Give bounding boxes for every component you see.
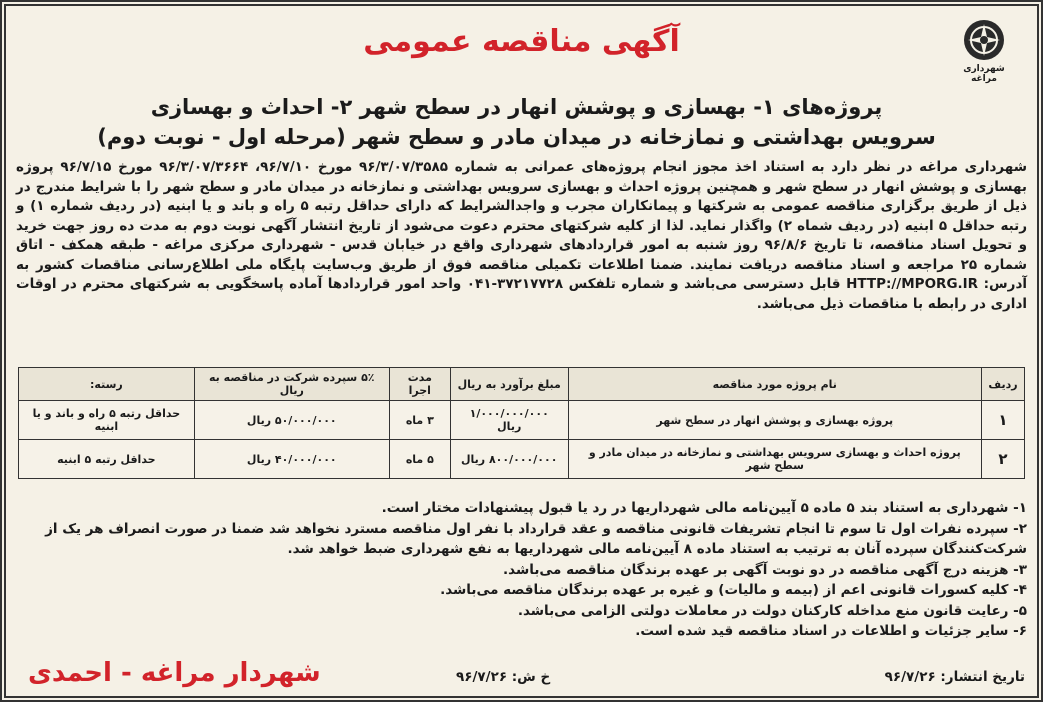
row-estimate: ۸۰۰/۰۰۰/۰۰۰ ریال bbox=[450, 440, 568, 479]
ks-date: خ ش: ۹۶/۷/۲۶ bbox=[456, 669, 551, 685]
projects-table bbox=[18, 367, 1025, 479]
headline bbox=[76, 92, 957, 152]
row-deposit: ۵۰/۰۰۰/۰۰۰ ریال bbox=[194, 401, 389, 440]
table-header-row bbox=[19, 368, 1025, 401]
row-category: حداقل رتبه ۵ ابنیه bbox=[19, 440, 195, 479]
table-row bbox=[19, 440, 1025, 479]
row-project-name: پروژه بهسازی و پوشش انهار در سطح شهر bbox=[568, 401, 981, 440]
header-project-name: نام پروژه مورد مناقصه bbox=[568, 368, 981, 401]
notice-title: آگهی مناقصه عمومی bbox=[363, 24, 680, 59]
header-duration: مدت اجرا bbox=[389, 368, 450, 401]
header-deposit: ۵٪ سپرده شرکت در مناقصه به ریال bbox=[194, 368, 389, 401]
row-project-name: پروژه احداث و بهسازی سرویس بهداشتی و نمازخانه در میدان مادر و سطح شهر bbox=[568, 440, 981, 479]
condition-item: ۵- رعایت قانون منع مداخله کارکنان دولت در معاملات دولتی الزامی می‌باشد. bbox=[517, 602, 1027, 619]
condition-item: ۳- هزینه درج آگهی مناقصه در دو نوبت آگهی بر عهده برندگان مناقصه می‌باشد. bbox=[503, 561, 1027, 578]
body-paragraph: شهرداری مراغه در نظر دارد به استناد اخذ مجوز انجام پروژه‌های عمرانی به شماره ۹۶/۳/۰۷/۳۵۸۵ مورخ ۹۶/۷/۱۰، ۹۶/۳/۰۷/۳۶۶۴ مورخ ۹۶/۷/۱۵ پروژه بهسازی و پوشش انهار در سطح شهر و همچنین پروژه احداث و بهسازی سرویس بهداشتی و نمازخانه در میدان مادر و سطح شهر را با شرایط مندرج در ذیل از طریق برگزاری مناقصه عمومی به شرکتها و پیمانکاران مجرب و واجدالشرایط که دارای حداقل رتبه ۵ راه و باند و یا ابنیه (در ردیف شماره ۱) و رتبه حداقل ۵ ابنیه (در ردیف شماه ۲) واگذار نماید. لذا از کلیه شرکتهای محترم دعوت می‌شود از تاریخ انتشار آگهی نوبت دوم به مدت ده روز جهت خرید و تحویل اسناد مناقصه، تا تاریخ ۹۶/۸/۶ روز شنبه به امور قراردادهای شهرداری واقع در خیابان قدس - شهرداری مرکزی مراغه - طبقه همکف - اتاق شماره ۲۵ مراجعه و اسناد مناقصه دریافت نمایند. ضمنا اطلاعات تکمیلی مناقصه فوق از طریق وب‌سایت پایگاه ملی اطلاع‌رسانی مناقصات کشور به آدرس: HTTP://MPORG.IR قابل دسترسی می‌باشد و شماره تلفکس ۳۷۲۱۷۷۲۸-۰۴۱ واحد امور قراردادها آماده پاسخگویی به شرکتهای محترم در اوقات اداری در رابطه با مناقصات ذیل می‌باشد. bbox=[16, 159, 1027, 312]
table-row bbox=[19, 401, 1025, 440]
logo-caption: شهرداری مراغه bbox=[963, 64, 1005, 84]
row-deposit: ۴۰/۰۰۰/۰۰۰ ریال bbox=[194, 440, 389, 479]
header-index: ردیف bbox=[982, 368, 1025, 401]
signature: شهردار مراغه - احمدی bbox=[28, 658, 321, 688]
row-category: حداقل رتبه ۵ راه و باند و یا ابنیه bbox=[19, 401, 195, 440]
header-category: رسته: bbox=[19, 368, 195, 401]
header-estimate: مبلغ برآورد به ریال bbox=[450, 368, 568, 401]
headline-line-2: سرویس بهداشتی و نمازخانه در میدان مادر و سطح شهر (مرحله اول - نوبت دوم) bbox=[97, 125, 936, 149]
publish-date: تاریخ انتشار: ۹۶/۷/۲۶ bbox=[884, 669, 1025, 685]
row-duration: ۳ ماه bbox=[389, 401, 450, 440]
row-estimate: ۱/۰۰۰/۰۰۰/۰۰۰ ریال bbox=[450, 401, 568, 440]
row-index: ۲ bbox=[982, 440, 1025, 479]
condition-item: ۶- سایر جزئیات و اطلاعات در اسناد مناقصه قید شده است. bbox=[635, 623, 1027, 639]
condition-item: ۲- سپرده نفرات اول تا سوم تا انجام تشریفات قانونی مناقصه و عقد قرارداد با نفر اول مناقصه مسترد نخواهد شد ضمنا در صورت انصراف هر یک از شرکت‌کنندگان سپرده آنان به ترتیب به استناد ماده ۸ آیین‌نامه مالی شهرداریها به نفع شهرداری ضبط خواهد شد. bbox=[45, 520, 1027, 557]
row-index: ۱ bbox=[982, 401, 1025, 440]
conditions-list bbox=[16, 498, 1027, 642]
row-duration: ۵ ماه bbox=[389, 440, 450, 479]
headline-line-1: پروژه‌های ۱- بهسازی و پوشش انهار در سطح شهر ۲- احداث و بهسازی bbox=[150, 95, 883, 119]
condition-item: ۴- کلیه کسورات قانونی اعم از (بیمه و مالیات) و غیره بر عهده برندگان مناقصه می‌باشد. bbox=[440, 582, 1027, 598]
condition-item: ۱- شهرداری به استناد بند ۵ ماده ۵ آیین‌نامه مالی شهرداریها در رد یا قبول پیشنهادات مختار است. bbox=[381, 500, 1027, 516]
